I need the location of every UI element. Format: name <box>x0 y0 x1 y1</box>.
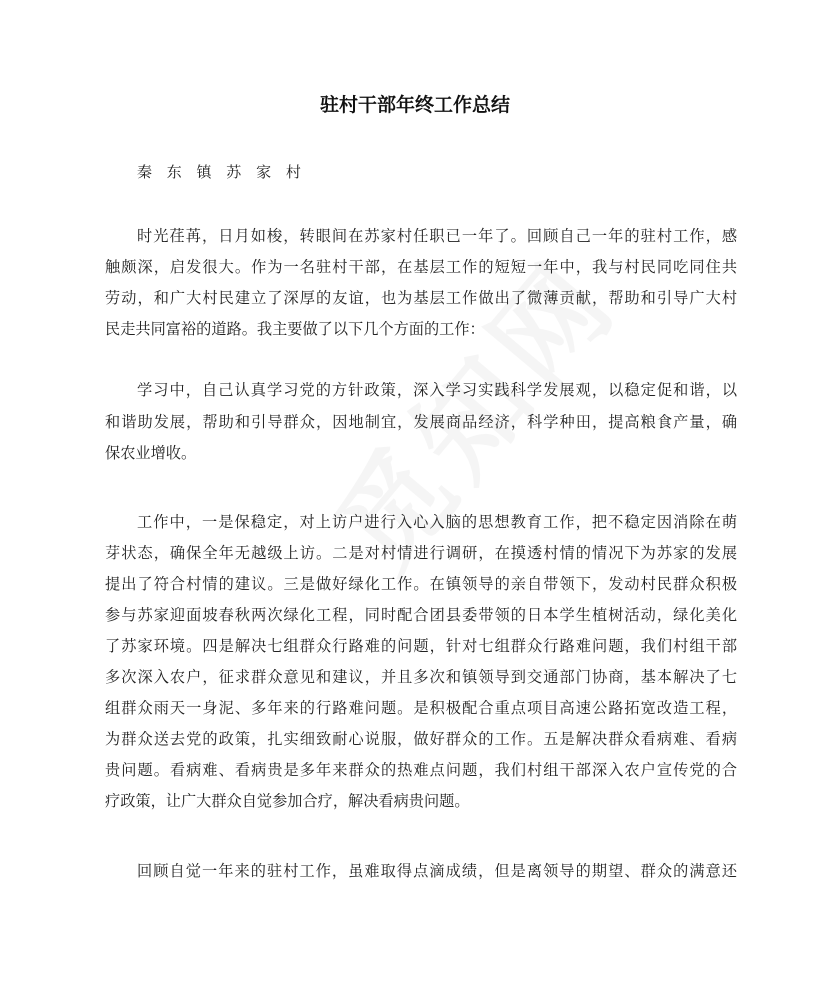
paragraph-line: 贵问题。看病难、看病贵是多年来群众的热难点问题，我们村组干部深入农户宣传党的合 <box>105 761 737 779</box>
paragraph-line: 为群众送去党的政策，扎实细致耐心说服，做好群众的工作。五是解决群众看病难、看病 <box>105 730 737 748</box>
paragraph-line: 参与苏家迎面坡春秋两次绿化工程，同时配合团县委带领的日本学生植树活动，绿化美化 <box>105 606 737 624</box>
paragraph-line: 劳动，和广大村民建立了深厚的友谊，也为基层工作做出了微薄贡献，帮助和引导广大村 <box>105 289 737 307</box>
paragraph-line: 工作中，一是保稳定，对上访户进行入心入脑的思想教育工作，把不稳定因消除在萌 <box>137 513 737 531</box>
document-title: 驻村干部年终工作总结 <box>319 94 510 116</box>
paragraph-line: 疗政策，让广大群众自觉参加合疗，解决看病贵问题。 <box>105 792 470 810</box>
paragraph-line: 提出了符合村情的建议。三是做好绿化工作。在镇领导的亲自带领下，发动村民群众积极 <box>105 575 737 593</box>
paragraph-line: 学习中，自己认真学习党的方针政策，深入学习实践科学发展观，以稳定促和谐，以 <box>137 381 737 399</box>
paragraph-line: 时光荏苒，日月如梭，转眼间在苏家村任职已一年了。回顾自己一年的驻村工作，感 <box>137 227 737 245</box>
paragraph-line: 芽状态，确保全年无越级上访。二是对村情进行调研，在摸透村情的情况下为苏家的发展 <box>105 544 737 562</box>
paragraph-line: 了苏家环境。四是解决七组群众行路难的问题，针对七组群众行路难问题，我们村组干部 <box>105 637 737 655</box>
paragraph-line: 触颇深，启发很大。作为一名驻村干部，在基层工作的短短一年中，我与村民同吃同住共 <box>105 258 737 276</box>
document-subtitle: 秦 东 镇 苏 家 村 <box>137 163 306 181</box>
paragraph-line: 多次深入农户，征求群众意见和建议，并且多次和镇领导到交通部门协商，基本解决了七 <box>105 668 737 686</box>
paragraph-line: 和谐助发展，帮助和引导群众，因地制宜，发展商品经济，科学种田，提高粮食产量，确 <box>105 413 737 431</box>
paragraph-line: 民走共同富裕的道路。我主要做了以下几个方面的工作： <box>105 320 485 338</box>
paragraph-line: 保农业增收。 <box>105 444 197 462</box>
paragraph-line: 回顾自觉一年来的驻村工作，虽难取得点滴成绩，但是离领导的期望、群众的满意还 <box>137 862 737 880</box>
paragraph-line: 组群众雨天一身泥、多年来的行路难问题。是积极配合重点项目高速公路拓宽改造工程， <box>105 699 737 717</box>
